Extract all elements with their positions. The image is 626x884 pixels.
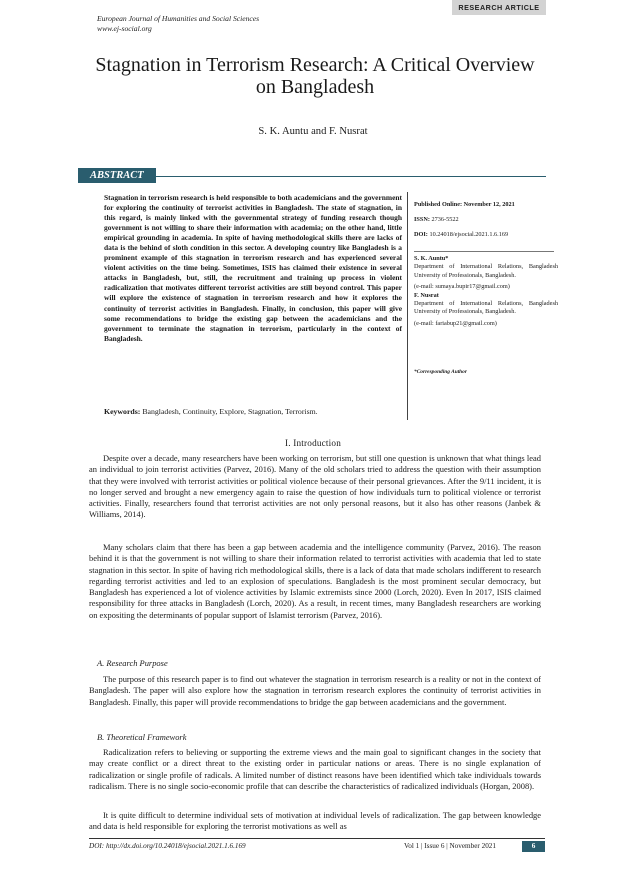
article-title bbox=[60, 54, 570, 98]
meta-separator bbox=[414, 251, 554, 252]
keywords-label: Keywords: bbox=[104, 407, 141, 416]
footer-rule bbox=[89, 838, 545, 839]
issn-label: ISSN: bbox=[414, 216, 430, 223]
doi bbox=[414, 231, 558, 239]
published-label: Published Online: bbox=[414, 201, 463, 208]
doi-label: DOI: bbox=[414, 231, 428, 238]
abstract-label: ABSTRACT bbox=[78, 168, 156, 183]
journal-name: European Journal of Humanities and Social Sciences bbox=[97, 14, 260, 23]
published-online bbox=[414, 201, 558, 209]
keywords bbox=[104, 407, 404, 416]
author2-affiliation: Department of International Relations, Bangladesh University of Professionals, Bangladesh. bbox=[414, 300, 558, 316]
abstract-rule bbox=[97, 176, 546, 177]
author1-email[interactable]: (e-mail: sumaya.bupir17@gmail.com) bbox=[414, 283, 510, 291]
author-line: S. K. Auntu and F. Nusrat bbox=[258, 126, 368, 137]
theory-paragraph-2: It is quite difficult to determine individual sets of motivation at individual levels of radicalization. The gap between knowledge and data is held responsible for exploring the terrorist motivations as well as bbox=[89, 810, 541, 832]
author1-block bbox=[414, 255, 558, 328]
keywords-value: Bangladesh, Continuity, Explore, Stagnation, Terrorism. bbox=[142, 407, 318, 416]
column-divider bbox=[407, 192, 408, 420]
title-line-2: on Bangladesh bbox=[255, 76, 375, 98]
title-line-1: Stagnation in Terrorism Research: A Critical Overview bbox=[95, 54, 535, 76]
issn-value: 2736-5522 bbox=[431, 216, 459, 223]
footer-volume-issue: Vol 1 | Issue 6 | November 2021 bbox=[404, 842, 496, 850]
intro-paragraph-1: Despite over a decade, many researchers have been working on terrorism, but still one question is unknown that what things lead an individual to join terrorist activities (Parvez, 2016). Many of the old scholars tried to address the question with their assumption that they were involved with terrorist activities or political violence because of their personal grievances. After the 9/11 incident, it is no longer served and brought a new emergency again to raise the question of how individuals turn to political violence or terrorist activities. Finally, researchers found that terrorist activities are not only personal reasons, but it also has other reasons (Janbek & Williams, 2014). bbox=[89, 453, 541, 520]
author2-name: F. Nusrat bbox=[414, 291, 439, 299]
author1-name: S. K. Auntu* bbox=[414, 255, 449, 262]
intro-paragraph-2: Many scholars claim that there has been a gap between academia and the intelligence community (Parvez, 2016). The reason behind it is that the government is not willing to share their information related to terrorist activities with academia that led to state stagnation in this sector. In spite of having rich methodological skills, there is a lack of data that made scholars indifferent to research regarding terrorist activities and led to an explosion of speculations. Bangladesh is the most prominent secular democracy, but Bangladesh has experienced a lot of violence activities by Islamic extremists since 2000 (Lorch, 2020). Even In 2017, ISIS claimed responsibility for three attacks in Bangladesh (Lorch, 2020). As a result, in recent times, many Bangladesh researchers are working on expositing the determinants of popular support of Islamist terrorism (Parvez, 2016). bbox=[89, 542, 541, 620]
abstract-text: Stagnation in terrorism research is held responsible to both academicians and the government for exploring the continuity of terrorist activities in Bangladesh. The state of stagnation, in this regard, is mainly linked with the governmental strategy of funding research though government is not willing to share their information with academia; on the other hand, little empirical grounding in academia. In spite of having methodological skills there are lacks of data is the behind of sloth condition in this sector. A developing country like Bangladesh is a prominent example of this stagnation in terrorism research and has experienced several violent activities on the time being. Sometimes, ISIS has claimed their existence in several attacks in Bangladesh, but, still, the recruitment and training up process in violent radicalization that motivates different terrorist activities are still beyond control. This paper will explore the existence of stagnation in terrorism research and how it explores the continuity of terrorist activities in Bangladesh. Finally, in conclusion, this paper will give some recommendations to bridge the existing gap between the academicians and the government to terminate the stagnation in terrorism, particularly in the context of Bangladesh. bbox=[104, 193, 402, 343]
doi-value[interactable]: 10.24018/ejsocial.2021.1.6.169 bbox=[429, 231, 509, 238]
author1-affiliation: Department of International Relations, Bangladesh University of Professionals, Bangladesh. bbox=[414, 263, 558, 279]
published-value: November 12, 2021 bbox=[463, 201, 515, 208]
corresponding-author-note: *Corresponding Author bbox=[414, 369, 467, 375]
footer-doi[interactable]: DOI: http://dx.doi.org/10.24018/ejsocial.2021.1.6.169 bbox=[89, 842, 246, 850]
subsection-heading-research-purpose: A. Research Purpose bbox=[97, 658, 168, 668]
section-heading-introduction: I. Introduction bbox=[284, 438, 342, 448]
purpose-paragraph: The purpose of this research paper is to find out whatever the stagnation in terrorism research is a reality or not in the context of Bangladesh. The paper will also explore how the stagnation in terrorism research explores the continuity of terrorist activities in Bangladesh. Finally, this paper will provide recommendations to bridge the gap between academicians and the government. bbox=[89, 674, 541, 707]
journal-header bbox=[97, 14, 259, 33]
issn bbox=[414, 216, 558, 224]
subsection-heading-theoretical-framework: B. Theoretical Framework bbox=[97, 732, 187, 742]
theory-paragraph-1: Radicalization refers to believing or supporting the extreme views and the main goal to significant changes in the society that may create conflict or a direct threat to the existing order in particular nations or areas. There is no single explanation of radicalization or single profile of radicals. A limited number of distinct reasons have been identified which take individuals towards radicalism. There is no single socio-economic profile that can describe the characteristics of radicalized individuals (Horgan, 2008). bbox=[89, 747, 541, 791]
journal-url[interactable]: www.ej-social.org bbox=[97, 23, 152, 33]
author2-email[interactable]: (e-mail: fariabup21@gmail.com) bbox=[414, 319, 497, 327]
article-type-badge: RESEARCH ARTICLE bbox=[452, 0, 546, 15]
page-number: 6 bbox=[522, 841, 545, 852]
